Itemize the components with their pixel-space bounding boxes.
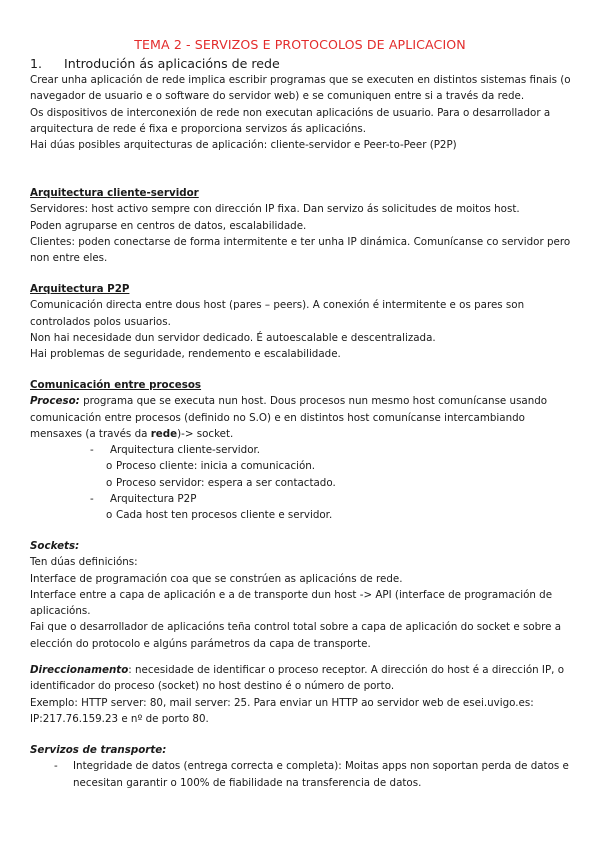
section-number: 1. (30, 56, 43, 71)
client-server-line: Servidores: host activo sempre con dirección IP fixa. Dan servizo ás solicitudes de moitos host. (30, 203, 520, 216)
p2p-line: Comunicación directa entre dous host (pares – peers). A conexión é intermitente e os pares son controlados polos usuarios. (30, 299, 525, 328)
addressing-definition (30, 662, 572, 695)
intro-paragraph: Os dispositivos de interconexión de rede non executan aplicacións de usuario. Para o desarrollador a arquitectura de rede é fixa e proporciona servizos ás aplicacións. (30, 106, 551, 135)
processes-block (30, 377, 572, 524)
process-bold-word: rede (150, 427, 178, 440)
sockets-line: Ten dúas definicións: (30, 556, 138, 569)
process-term: Proceso: (30, 395, 80, 408)
sockets-block (30, 538, 572, 652)
sockets-line: Interface entre a capa de aplicación e a de transporte dun host -> API (interface de programación de aplicacións. (30, 588, 553, 618)
p2p-heading: Arquitectura P2P (30, 283, 130, 295)
list-subitem-label: Proceso cliente: inicia a comunicación. (116, 460, 316, 473)
list-item-label: Arquitectura cliente-servidor. (110, 444, 261, 457)
transport-item-text: Integridade de datos (entrega correcta e completa): Moitas apps non soportan perda de datos e necesitan garantir o 100% de fiabilidade na transferencia de datos. (73, 760, 569, 789)
circle-bullet: o (106, 509, 113, 522)
list-item-label: Arquitectura P2P (110, 493, 197, 506)
client-server-heading: Arquitectura cliente-servidor (30, 187, 199, 199)
dash-bullet: - (90, 444, 94, 457)
architecture-list (30, 442, 572, 523)
section-heading (30, 56, 280, 71)
process-text-end: )-> socket. (177, 427, 234, 440)
client-server-line: Poden agruparse en centros de datos, escalabilidade. (30, 219, 307, 232)
p2p-line: Non hai necesidade dun servidor dedicado. É autoescalable e descentralizada. (30, 331, 436, 344)
addressing-block (30, 662, 572, 727)
p2p-block (30, 281, 572, 362)
transport-heading: Servizos de transporte: (30, 744, 167, 756)
process-text: programa que se executa nun host. Dous procesos nun mesmo host comunícanse usando comunicación entre procesos (definido no S.O) e en distintos host comunícanse intercambiando mensaxes (a través da (30, 395, 548, 440)
transport-block (30, 742, 572, 791)
list-subitem-label: Proceso servidor: espera a ser contactado. (116, 476, 336, 489)
sockets-heading: Sockets: (30, 540, 80, 552)
addressing-example: Exemplo: HTTP server: 80, mail server: 25. Para enviar un HTTP ao servidor web de esei.uvigo.es: IP:217.76.159.23 e nº de porto 80. (30, 696, 534, 725)
list-subitem-label: Cada host ten procesos cliente e servidor. (116, 509, 333, 522)
list-item (30, 758, 572, 791)
circle-bullet: o (106, 476, 113, 489)
dash-bullet: - (90, 493, 94, 506)
sockets-line: Interface de programación coa que se constrúen as aplicacións de rede. (30, 572, 403, 585)
p2p-line: Hai problemas de seguridade, rendemento e escalabilidade. (30, 348, 341, 361)
processes-heading: Comunicación entre procesos (30, 379, 202, 391)
process-definition (30, 393, 572, 442)
list-subitem (30, 458, 572, 474)
list-subitem (30, 507, 572, 523)
sockets-line: Fai que o desarrollador de aplicacións teña control total sobre a capa de aplicación do socket e sobre a elección do protocolo e algúns parámetros da capa de transporte. (30, 621, 562, 650)
intro-block (30, 72, 572, 153)
client-server-line: Clientes: poden conectarse de forma intermitente e ter unha IP dinámica. Comunícanse co servidor pero non entre eles. (30, 235, 571, 265)
intro-paragraph: Hai dúas posibles arquitecturas de aplicación: cliente-servidor e Peer-to-Peer (P2P) (30, 139, 457, 152)
circle-bullet: o (106, 460, 113, 473)
list-item (30, 442, 572, 458)
addressing-text: : necesidade de identificar o proceso receptor. A dirección do host é a dirección IP, o identificador do proceso (socket) no host destino é o número de porto. (30, 664, 565, 693)
document-title: TEMA 2 - SERVIZOS E PROTOCOLOS DE APLICACION (134, 37, 466, 52)
client-server-block (30, 185, 572, 266)
addressing-term: Direccionamento (30, 664, 129, 676)
list-subitem (30, 475, 572, 491)
intro-paragraph: Crear unha aplicación de rede implica escribir programas que se executen en distintos sistemas finais (o navegador de usuario e o software do servidor web) e se comuniquen entre si a través da rede. (30, 74, 571, 103)
dash-bullet: - (54, 760, 58, 773)
section-title: Introdución ás aplicacións de rede (64, 56, 280, 71)
list-item (30, 491, 572, 507)
